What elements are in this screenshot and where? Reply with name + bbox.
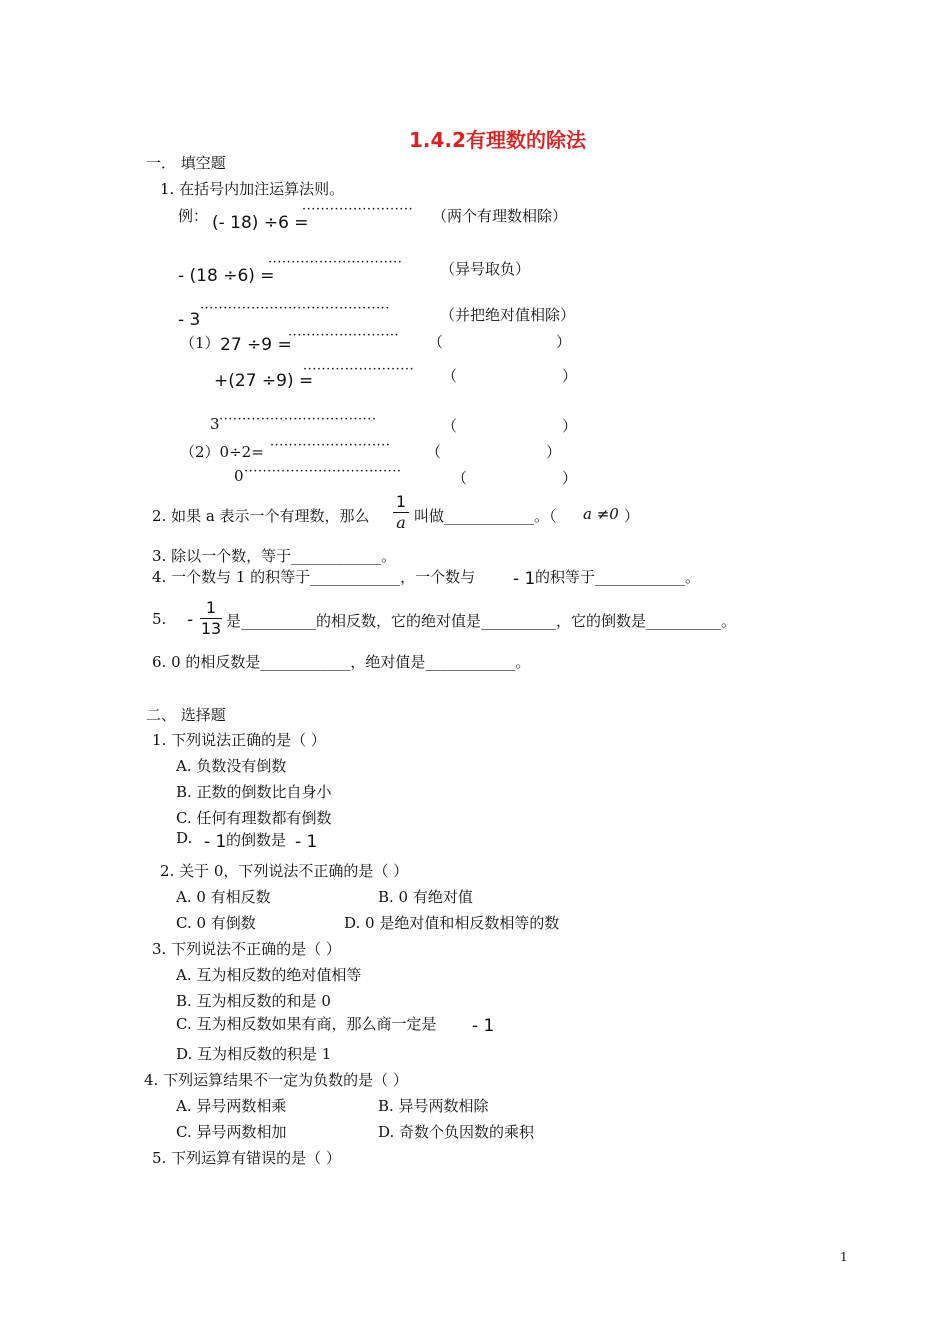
q2-fraction-numerator: 1 bbox=[395, 492, 407, 511]
part1-dots-3: ·································· bbox=[219, 412, 377, 427]
example-eq-2: - (18 ÷6) = bbox=[178, 266, 275, 286]
mc-q1-stem: 1. 下列说法正确的是（ ） bbox=[152, 731, 326, 749]
example-note-3: （并把绝对值相除） bbox=[440, 306, 576, 324]
mc-q3-option-b: B. 互为相反数的和是 0 bbox=[176, 992, 331, 1010]
example-note-1: （两个有理数相除） bbox=[432, 207, 568, 225]
example-eq-1: (- 18) ÷6 = bbox=[212, 213, 309, 233]
part2-line: （2）0÷2= bbox=[180, 443, 264, 461]
part1-close-2: ） bbox=[562, 367, 578, 385]
q1-intro: 1. 在括号内加注运算法则。 bbox=[160, 180, 345, 198]
mc-q2-option-d: D. 0 是绝对值和相反数相等的数 bbox=[344, 914, 560, 932]
page-number: 1 bbox=[840, 1250, 848, 1264]
q5-neg-sign: - bbox=[187, 610, 194, 630]
q5-fraction-numerator: 1 bbox=[205, 598, 217, 617]
mc-q3-option-a: A. 互为相反数的绝对值相等 bbox=[176, 966, 362, 984]
part1-open-2: （ bbox=[442, 367, 458, 385]
q2-text-c: ） bbox=[624, 507, 640, 525]
mc-q2-option-b: B. 0 有绝对值 bbox=[378, 888, 473, 906]
q4-text-a: 4. 一个数与 1 的积等于____________，一个数与 bbox=[152, 568, 476, 586]
q2-condition: a ≠0 bbox=[583, 505, 619, 523]
mc-q5-stem: 5. 下列运算有错误的是（ ） bbox=[152, 1149, 341, 1167]
q2-fraction bbox=[392, 492, 410, 533]
mc-q2-option-c: C. 0 有倒数 bbox=[176, 914, 256, 932]
part1-close-1: ） bbox=[556, 333, 572, 351]
q6-text: 6. 0 的相反数是____________，绝对值是____________。 bbox=[152, 653, 531, 671]
part2-close-2: ） bbox=[562, 469, 578, 487]
part1-dots-1: ························ bbox=[288, 328, 400, 343]
part1-close-3: ） bbox=[562, 417, 578, 435]
part2-open-1: （ bbox=[426, 443, 442, 461]
mc-q2-option-a: A. 0 有相反数 bbox=[176, 888, 271, 906]
q5-text: 是__________的相反数，它的绝对值是__________，它的倒数是__________。 bbox=[226, 612, 737, 630]
q5-fraction bbox=[199, 598, 223, 639]
section-heading-fill-blank: 一． 填空题 bbox=[146, 154, 226, 172]
section-heading-multiple-choice: 二、 选择题 bbox=[146, 706, 226, 724]
page-title: 1.4.2有理数的除法 bbox=[409, 128, 586, 152]
mc-q1-option-d-label: D. bbox=[176, 829, 193, 847]
part1-eq-3: 3 bbox=[210, 415, 220, 433]
mc-q4-option-d: D. 奇数个负因数的乘积 bbox=[378, 1123, 535, 1141]
part2-dots-1: ·························· bbox=[270, 438, 391, 453]
q2-text-b: 叫做____________。（ bbox=[414, 507, 557, 525]
mc-q1-option-d-neg-one-2: - 1 bbox=[295, 832, 318, 852]
mc-q4-stem: 4. 下列运算结果不一定为负数的是（ ） bbox=[144, 1071, 408, 1089]
part1-eq-1: 27 ÷9 = bbox=[220, 335, 292, 355]
part2-open-2: （ bbox=[452, 469, 468, 487]
q5-number: 5. bbox=[152, 610, 167, 628]
part2-eq-2: 0 bbox=[234, 467, 244, 485]
mc-q1-option-a: A. 负数没有倒数 bbox=[176, 757, 287, 775]
part2-dots-2: ·································· bbox=[244, 464, 402, 479]
part1-label: （1） bbox=[180, 334, 220, 352]
part1-dots-2: ························ bbox=[303, 362, 415, 377]
part2-close-1: ） bbox=[546, 443, 562, 461]
mc-q4-option-c: C. 异号两数相加 bbox=[176, 1123, 287, 1141]
mc-q4-option-b: B. 异号两数相除 bbox=[378, 1097, 489, 1115]
mc-q1-option-b: B. 正数的倒数比自身小 bbox=[176, 783, 332, 801]
mc-q1-option-c: C. 任何有理数都有倒数 bbox=[176, 809, 332, 827]
mc-q1-option-d-neg-one-1: - 1 bbox=[204, 832, 227, 852]
example-note-2: （异号取负） bbox=[440, 260, 531, 278]
q2-text-a: 2. 如果 a 表示一个有理数，那么 bbox=[152, 507, 370, 525]
q3-text: 3. 除以一个数，等于____________。 bbox=[152, 547, 397, 565]
example-dots-3: ········································· bbox=[200, 301, 390, 316]
example-dots-2: ····························· bbox=[268, 255, 403, 270]
q2-fraction-denominator: a bbox=[396, 513, 406, 532]
part1-open-1: （ bbox=[428, 333, 444, 351]
mc-q3-option-c: C. 互为相反数如果有商，那么商一定是 bbox=[176, 1015, 437, 1033]
example-eq-3: - 3 bbox=[178, 310, 201, 330]
example-dots-1: ························ bbox=[302, 202, 414, 217]
mc-q3-option-d: D. 互为相反数的积是 1 bbox=[176, 1045, 332, 1063]
example-label: 例： bbox=[178, 207, 209, 225]
mc-q3-option-c-neg-one: - 1 bbox=[472, 1016, 495, 1036]
part1-eq-2: +(27 ÷9) = bbox=[214, 371, 314, 391]
part1-open-3: （ bbox=[442, 417, 458, 435]
mc-q2-stem: 2. 关于 0，下列说法不正确的是（ ） bbox=[160, 862, 409, 880]
mc-q4-option-a: A. 异号两数相乘 bbox=[176, 1097, 287, 1115]
q5-fraction-denominator: 13 bbox=[200, 619, 222, 638]
mc-q1-option-d-text: 的倒数是 bbox=[226, 831, 287, 849]
mc-q3-stem: 3. 下列说法不正确的是（ ） bbox=[152, 940, 341, 958]
q4-neg-one: - 1 bbox=[513, 569, 536, 589]
q4-text-b: 的积等于____________。 bbox=[535, 568, 701, 586]
